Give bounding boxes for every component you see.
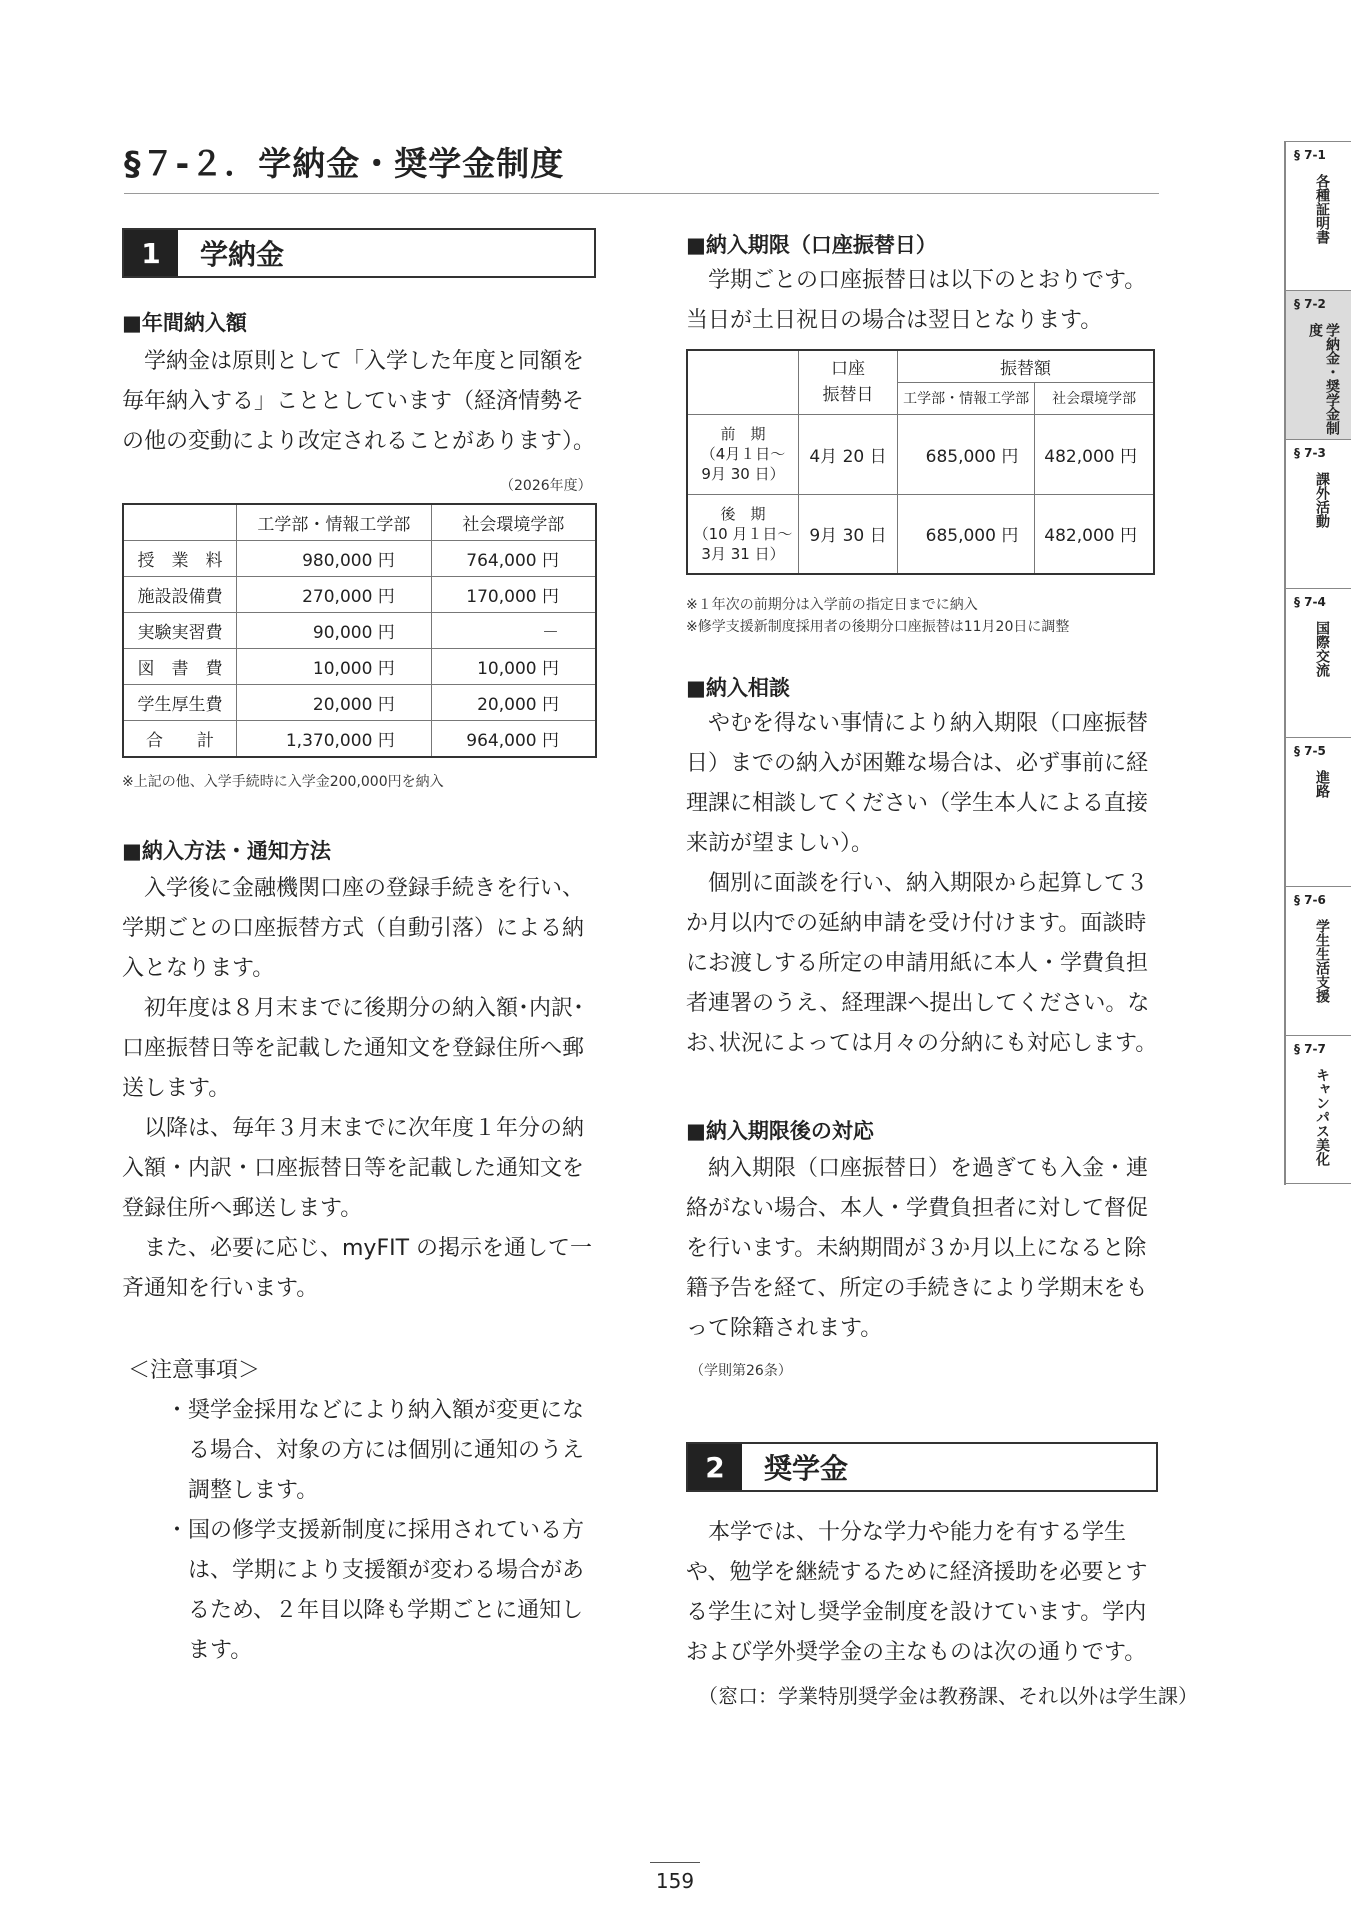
page-number: 159: [650, 1862, 700, 1893]
deadline-title: ■納入期限（口座振替日）: [686, 233, 937, 257]
section-number: 2: [688, 1444, 742, 1490]
school-rule-ref: （学則第26条）: [690, 1363, 792, 1379]
tuition-table: [122, 503, 597, 758]
consult-text: やむを得ない事情により納入期限（口座振替日）までの納入が困難な場合は、必ず事前に経理課に相談してください（学生本人による直接来訪が望ましい）。 個別に面談を行い、納入期限から起算して３か月以内での延納申請を受け付けます。面談時にお渡しする所定の申請用紙に本人・学費負担者連署のうえ、経理課へ提出してください。なお､状況によっては月々の分納にも対応します。: [686, 711, 1158, 1056]
payment-method-title: ■納入方法・通知方法: [122, 839, 331, 863]
tab-7-5[interactable]: § 7-5 進路: [1286, 737, 1351, 886]
tab-7-7[interactable]: § 7-7 キャンパス美化: [1286, 1035, 1351, 1184]
table-row: 前 期 （4月１日～ 9月 30 日） 4月 20 日 685,000 円 482,000 円: [687, 414, 1154, 494]
section-index-sidebar: [1284, 141, 1351, 1185]
table-row: 実験実習費 90,000 円 －: [123, 613, 596, 649]
table-row: 合 計 1,370,000 円 964,000 円: [123, 721, 596, 758]
deadline-note-2: ※修学支援新制度採用者の後期分口座振替は11月20日に調整: [686, 619, 1070, 635]
after-deadline-text: 納入期限（口座振替日）を過ぎても入金・連絡がない場合、本人・学費負担者に対して督促を行います。未納期間が３か月以上になると除籍予告を経て、所定の手続きにより学期末をもって除籍されます。: [686, 1156, 1149, 1341]
deadline-note-1: ※１年次の前期分は入学前の指定日までに納入: [686, 597, 978, 613]
after-deadline-title: ■納入期限後の対応: [686, 1119, 874, 1143]
tab-7-6[interactable]: § 7-6 学生生活支援: [1286, 886, 1351, 1035]
table-row: 施設設備費 270,000 円 170,000 円: [123, 577, 596, 613]
section-title: 奨学金: [764, 1452, 849, 1485]
tab-7-2[interactable]: § 7-2 学納金・奨学金制度: [1286, 290, 1351, 439]
section-2-header: [686, 1442, 1158, 1492]
fiscal-year: （2026年度）: [500, 478, 592, 494]
deadline-table: 口座 振替日 振替額 工学部・情報工学部 社会環境学部 前 期 （4月１日～ 9月 30 日） 4月 20 日 685,000 円 482,000 円 後 期 （10 月１日～ 3月 31 日） 9月 30 日 685,000 円 482,000 円: [686, 349, 1155, 575]
entrance-fee-note: ※上記の他、入学手続時に入学金200,000円を納入: [122, 774, 444, 790]
consult-title: ■納入相談: [686, 676, 790, 700]
tab-7-3[interactable]: § 7-3 課外活動: [1286, 439, 1351, 588]
tab-7-4[interactable]: § 7-4 国際交流: [1286, 588, 1351, 737]
scholarship-window: （窓口：学業特別奨学金は教務課、それ以外は学生課）: [698, 1684, 1198, 1708]
section-1-header: [122, 228, 596, 278]
annual-amount-title: ■年間納入額: [122, 311, 247, 335]
table-row: 図 書 費 10,000 円 10,000 円: [123, 649, 596, 685]
section-number: 1: [124, 230, 178, 276]
annual-amount-text: 学納金は原則として「入学した年度と同額を毎年納入する」こととしています（経済情勢その他の変動により改定されることがあります）。: [122, 349, 596, 454]
section-title: 学納金: [200, 238, 285, 271]
table-row: 学生厚生費 20,000 円 20,000 円: [123, 685, 596, 721]
table-row: 後 期 （10 月１日～ 3月 31 日） 9月 30 日 685,000 円 482,000 円: [687, 494, 1154, 574]
tab-7-1[interactable]: § 7-1 各種証明書: [1286, 141, 1351, 290]
cautions: ＜注意事項＞ ・奨学金採用などにより納入額が変更になる場合、対象の方には個別に通知のうえ調整します。 ・国の修学支援新制度に採用されている方は、学期により支援額が変わる場合があるため、２年目以降も学期ごとに通知します。: [128, 1358, 585, 1663]
table-header-row: 工学部・情報工学部 社会環境学部: [123, 504, 596, 541]
deadline-text: 学期ごとの口座振替日は以下のとおりです。当日が土日祝日の場合は翌日となります。: [686, 268, 1147, 333]
scholarship-text: 本学では、十分な学力や能力を有する学生や、勉学を継続するために経済援助を必要とする学生に対し奨学金制度を設けています。学内および学外奨学金の主なものは次の通りです。: [686, 1520, 1148, 1665]
payment-method-text: 入学後に金融機関口座の登録手続きを行い、学期ごとの口座振替方式（自動引落）による納入となります。 初年度は８月末までに後期分の納入額･内訳･口座振替日等を記載した通知文を登録住所へ郵送します。 以降は、毎年３月末までに次年度１年分の納入額・内訳・口座振替日等を記載した通知文を登録住所へ郵送します。 また、必要に応じ、myFIT の掲示を通して一斉通知を行います。: [122, 876, 593, 1301]
page-heading: §７-２．学納金・奨学金制度: [124, 138, 1159, 194]
table-row: 授 業 料 980,000 円 764,000 円: [123, 541, 596, 577]
